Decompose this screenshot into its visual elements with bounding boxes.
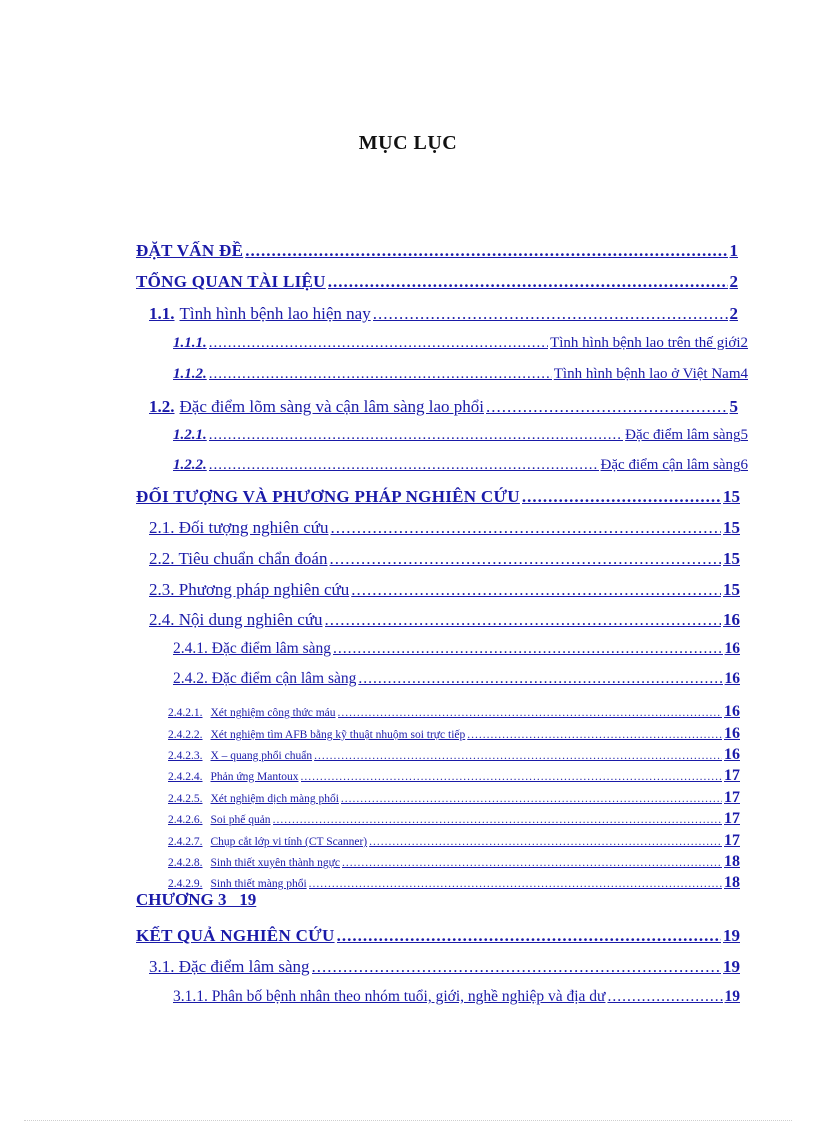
toc-entry-number: 2.4.2.1. bbox=[168, 707, 203, 719]
toc-entry[interactable] bbox=[168, 832, 740, 850]
toc-dot-leader bbox=[373, 304, 728, 324]
toc-entry-number: 2.4.2.2. bbox=[168, 729, 203, 741]
toc-entry-label: X – quang phổi chuẩn bbox=[210, 750, 313, 762]
toc-entry-page: 16 bbox=[724, 746, 740, 763]
toc-entry-page: 4 bbox=[740, 366, 748, 382]
toc-dot-leader bbox=[341, 793, 722, 805]
toc-dot-leader bbox=[330, 518, 721, 538]
toc-dot-leader bbox=[273, 814, 722, 826]
toc-entry-label: KẾT QUẢ NGHIÊN CỨU bbox=[136, 926, 335, 945]
toc-entry-label: Xét nghiệm tìm AFB bằng kỹ thuật nhuộm soi trực tiếp bbox=[210, 729, 466, 741]
toc-entry[interactable] bbox=[173, 457, 748, 474]
toc-entry[interactable] bbox=[136, 272, 738, 292]
toc-entry-page: 16 bbox=[724, 725, 740, 742]
toc-entry-number: 2.4.2.8. bbox=[168, 857, 203, 869]
toc-entry-label: 3.1. Đặc điểm lâm sàng bbox=[149, 957, 310, 976]
toc-dot-leader bbox=[342, 857, 722, 869]
toc-entry-label: Chụp cắt lớp vi tính (CT Scanner) bbox=[210, 836, 368, 848]
toc-entry-page: 17 bbox=[724, 789, 740, 806]
toc-entry-number: 1.2.2. bbox=[173, 457, 207, 473]
toc-dot-leader bbox=[301, 771, 722, 783]
toc-dot-leader bbox=[338, 707, 722, 719]
toc-entry[interactable] bbox=[168, 746, 740, 764]
toc-entry-label: Phản ứng Mantoux bbox=[210, 771, 299, 783]
toc-entry-label: Đặc điểm lâm sàng bbox=[625, 427, 741, 443]
toc-entry[interactable] bbox=[149, 957, 740, 977]
toc-entry-label: 2.4.2. Đặc điểm cận lâm sàng bbox=[173, 670, 357, 687]
toc-entry-number: 1.1.1. bbox=[173, 335, 207, 351]
toc-dot-leader bbox=[209, 335, 548, 352]
toc-entry-page: 16 bbox=[724, 670, 740, 687]
toc-dot-leader bbox=[607, 988, 722, 1006]
toc-entry[interactable] bbox=[149, 580, 740, 600]
toc-entry-label: ĐỐI TƯỢNG VÀ PHƯƠNG PHÁP NGHIÊN CỨU bbox=[136, 487, 520, 506]
toc-dot-leader bbox=[329, 549, 721, 569]
toc-entry-label: Đặc điểm cận lâm sàng bbox=[600, 457, 741, 473]
toc-entry-number: 1.2. bbox=[149, 397, 175, 416]
toc-dot-leader bbox=[245, 241, 727, 261]
toc-entry-label: Soi phế quản bbox=[210, 814, 271, 826]
toc-entry-label: ĐẶT VẤN ĐỀ bbox=[136, 241, 244, 260]
toc-entry[interactable] bbox=[168, 789, 740, 807]
toc-entry-label: TỔNG QUAN TÀI LIỆU bbox=[136, 272, 326, 291]
toc-entry-label: Đặc điểm lõm sàng và cận lâm sàng lao phổi bbox=[179, 397, 484, 416]
toc-entry-label: Xét nghiệm công thức máu bbox=[210, 707, 336, 719]
toc-entry-number: 2.4.2.7. bbox=[168, 836, 203, 848]
toc-entry-page: 5 bbox=[729, 397, 738, 416]
toc-entry-chapter-3[interactable]: CHƯƠNG 3 19 bbox=[136, 890, 257, 909]
toc-entry-page: 16 bbox=[724, 703, 740, 720]
toc-entry-number: 1.1.2. bbox=[173, 366, 207, 382]
toc-dot-leader bbox=[328, 272, 728, 292]
toc-entry-page: 17 bbox=[724, 832, 740, 849]
toc-entry-label: 3.1.1. Phân bố bệnh nhân theo nhóm tuổi, giới, nghề nghiệp và địa dư bbox=[173, 988, 606, 1005]
toc-entry-page: 19 bbox=[723, 957, 740, 976]
toc-entry-number: 1.1. bbox=[149, 304, 175, 323]
toc-entry-label: Sinh thiết màng phổi bbox=[210, 878, 307, 890]
toc-entry-page: 6 bbox=[740, 457, 748, 473]
toc-entry-label: Tình hình bệnh lao hiện nay bbox=[179, 304, 371, 323]
toc-dot-leader bbox=[337, 926, 721, 946]
toc-entry[interactable] bbox=[149, 397, 738, 417]
toc-entry-page: 1 bbox=[729, 241, 738, 260]
toc-entry-page: 15 bbox=[723, 580, 740, 599]
toc-entry[interactable] bbox=[173, 366, 748, 383]
toc-entry-page: 15 bbox=[723, 549, 740, 568]
toc-entry[interactable] bbox=[168, 810, 740, 828]
toc-dot-leader bbox=[325, 610, 721, 630]
toc-dot-leader bbox=[209, 457, 599, 474]
toc-entry-page: 19 bbox=[724, 988, 740, 1005]
toc-entry[interactable] bbox=[168, 767, 740, 785]
toc-dot-leader bbox=[467, 729, 722, 741]
toc-entry[interactable] bbox=[149, 549, 740, 569]
toc-dot-leader bbox=[209, 366, 552, 383]
toc-entry-page: 16 bbox=[724, 640, 740, 657]
toc-entry-page: 2 bbox=[729, 304, 738, 323]
toc-entry-number: 2.4.2.6. bbox=[168, 814, 203, 826]
page-bottom-divider bbox=[24, 1120, 792, 1121]
toc-entry[interactable] bbox=[168, 853, 740, 871]
toc-entry[interactable] bbox=[173, 427, 748, 444]
toc-dot-leader bbox=[333, 640, 723, 658]
toc-entry-label: 2.3. Phương pháp nghiên cứu bbox=[149, 580, 350, 599]
toc-entry-page: 17 bbox=[724, 810, 740, 827]
toc-entry-label: Tình hình bệnh lao trên thế giới bbox=[550, 335, 741, 351]
toc-entry[interactable] bbox=[173, 670, 740, 688]
toc-entry[interactable] bbox=[136, 926, 740, 946]
toc-dot-leader bbox=[486, 397, 728, 417]
page-title: MỤC LỤC bbox=[358, 132, 458, 154]
toc-entry-label: 2.4.1. Đặc điểm lâm sàng bbox=[173, 640, 331, 657]
toc-entry-label: Xét nghiệm dịch màng phổi bbox=[210, 793, 339, 805]
toc-entry-number: 2.4.2.4. bbox=[168, 771, 203, 783]
toc-dot-leader bbox=[314, 750, 722, 762]
toc-entry-page: 15 bbox=[723, 487, 740, 506]
toc-entry[interactable] bbox=[173, 335, 748, 352]
toc-entry-page: 17 bbox=[724, 767, 740, 784]
toc-dot-leader bbox=[369, 836, 722, 848]
toc-entry-page: 2 bbox=[729, 272, 738, 291]
toc-entry[interactable] bbox=[168, 725, 740, 743]
toc-entry-label: Sinh thiết xuyên thành ngực bbox=[210, 857, 341, 869]
toc-entry-number: 2.4.2.9. bbox=[168, 878, 203, 890]
toc-entry-page: 5 bbox=[740, 427, 748, 443]
toc-entry-number: 2.4.2.5. bbox=[168, 793, 203, 805]
toc-entry-number: 1.2.1. bbox=[173, 427, 207, 443]
toc-entry-label: 2.2. Tiêu chuẩn chẩn đoán bbox=[149, 549, 328, 568]
toc-entry-label: 2.1. Đối tượng nghiên cứu bbox=[149, 518, 329, 537]
toc-entry-page: 18 bbox=[724, 853, 740, 870]
toc-entry-page: 18 bbox=[724, 874, 740, 891]
toc-entry[interactable] bbox=[149, 304, 738, 324]
toc-entry[interactable] bbox=[168, 703, 740, 721]
toc-entry[interactable] bbox=[136, 241, 738, 261]
toc-entry-page: 15 bbox=[723, 518, 740, 537]
toc-dot-leader bbox=[209, 427, 623, 444]
toc-dot-leader bbox=[522, 487, 721, 507]
toc-entry[interactable] bbox=[149, 610, 740, 630]
toc-dot-leader bbox=[351, 580, 721, 600]
toc-entry[interactable] bbox=[149, 518, 740, 538]
toc-dot-leader bbox=[309, 878, 722, 890]
toc-entry-label: Tình hình bệnh lao ở Việt Nam bbox=[553, 366, 741, 382]
toc-entry-page: 16 bbox=[723, 610, 740, 629]
toc-entry[interactable] bbox=[173, 640, 740, 658]
toc-dot-leader bbox=[358, 670, 722, 688]
toc-entry-number: 2.4.2.3. bbox=[168, 750, 203, 762]
toc-entry-page: 19 bbox=[723, 926, 740, 945]
toc-entry-label: 2.4. Nội dung nghiên cứu bbox=[149, 610, 323, 629]
toc-entry-page: 2 bbox=[740, 335, 748, 351]
toc-dot-leader bbox=[312, 957, 721, 977]
toc-entry[interactable] bbox=[173, 988, 740, 1006]
toc-entry[interactable] bbox=[136, 487, 740, 507]
